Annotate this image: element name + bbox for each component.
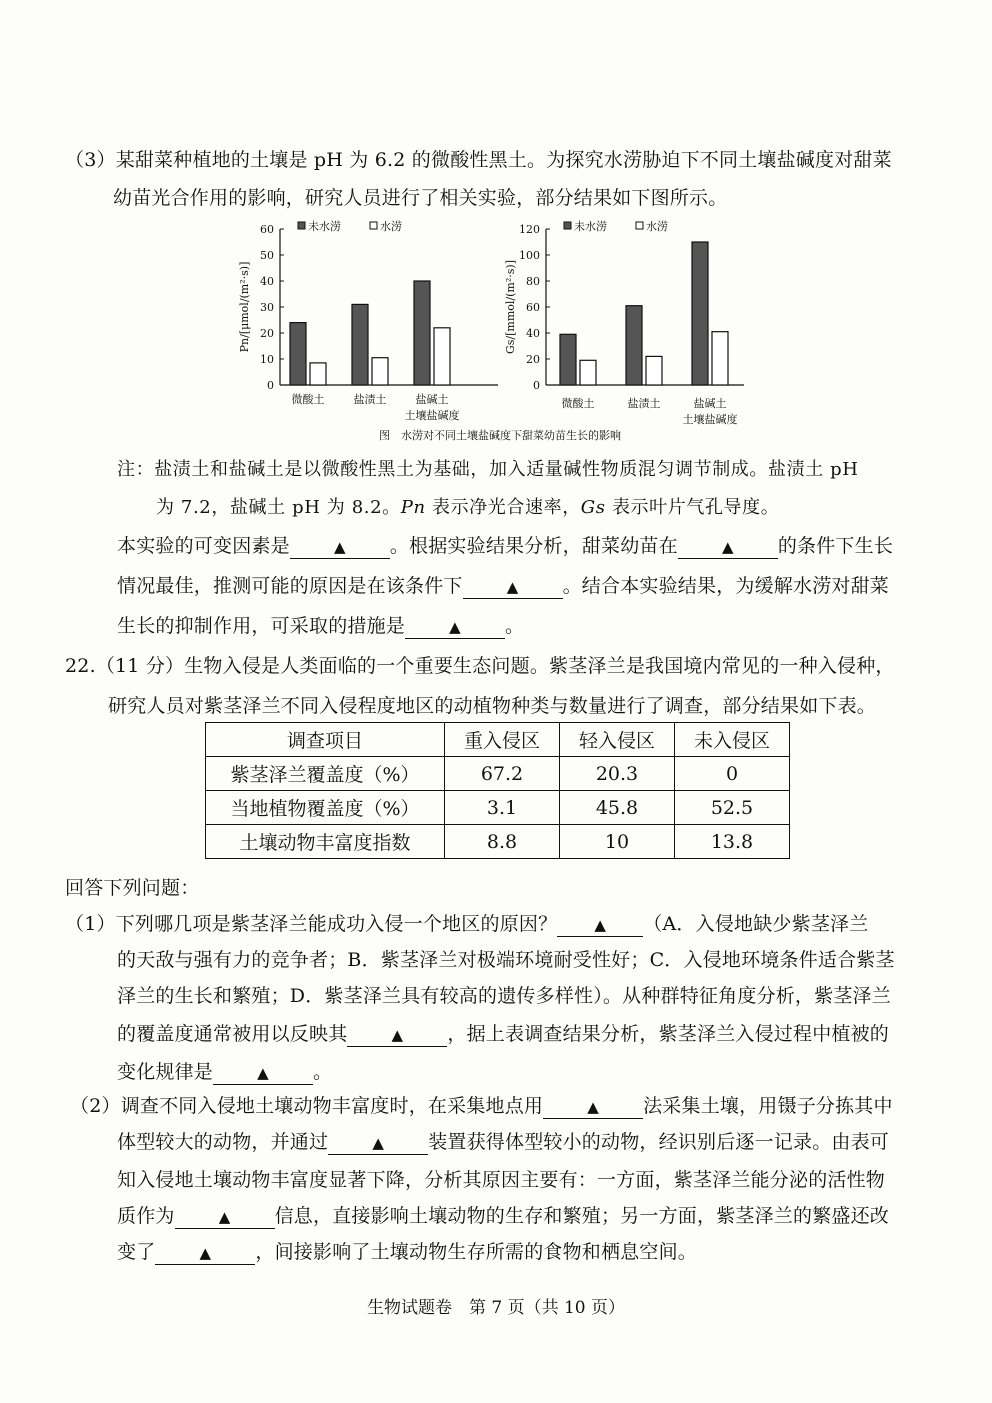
table-header: 未入侵区 — [675, 723, 790, 757]
figure-caption: 图 水涝对不同土壤盐碱度下甜菜幼苗生长的影响 — [379, 429, 621, 442]
x-tick-label: 盐碱土 — [693, 397, 727, 410]
q22-line-1: 22.（11 分）生物入侵是人类面临的一个重要生态问题。紫茎泽兰是我国境内常见的一种入侵种， — [65, 655, 895, 677]
gs-definition: 表示叶片气孔导度。 — [605, 497, 780, 518]
q22-2-line-2 — [117, 1128, 889, 1156]
pn-term: Pn — [400, 497, 426, 518]
question-text: 情况最佳，推测可能的原因是在该条件下 — [117, 575, 463, 597]
answer-blank[interactable]: ▲ — [213, 1062, 313, 1085]
table-header: 轻入侵区 — [560, 723, 675, 757]
table-cell: 13.8 — [675, 825, 790, 859]
table-cell: 10 — [560, 825, 675, 859]
legend-label: 水涝 — [646, 220, 668, 233]
x-axis-label: 土壤盐碱度 — [682, 413, 738, 426]
question-text: 。 — [505, 615, 525, 637]
question-text: 装置获得体型较小的动物，经识别后逐一记录。由表可 — [428, 1131, 890, 1153]
question-text: 变了 — [117, 1241, 156, 1263]
y-tick-label: 20 — [526, 353, 540, 366]
x-tick-label: 盐碱土 — [415, 393, 449, 406]
question-text: 的覆盖度通常被用以反映其 — [117, 1023, 348, 1045]
bar — [626, 306, 642, 385]
answer-blank[interactable]: ▲ — [543, 1096, 643, 1119]
y-tick-label: 0 — [533, 379, 540, 392]
answer-blank[interactable]: ▲ — [175, 1206, 275, 1229]
question-text: ，间接影响了土壤动物生存所需的食物和栖息空间。 — [255, 1241, 698, 1263]
x-tick-label: 盐渍土 — [353, 393, 387, 406]
legend-swatch — [564, 222, 571, 229]
question-text: 信息，直接影响土壤动物的生存和繁殖；另一方面，紫茎泽兰的繁盛还改 — [274, 1205, 890, 1227]
bar — [290, 323, 306, 385]
question-text: 质作为 — [117, 1205, 175, 1227]
x-tick-label: 微酸土 — [291, 393, 325, 406]
question-text: 的条件下生长 — [777, 535, 894, 557]
gs-term: Gs — [580, 497, 606, 518]
bar — [414, 281, 430, 385]
bar — [352, 304, 368, 385]
answer-blank[interactable]: ▲ — [557, 914, 643, 937]
q22-2-line-3: 知入侵地土壤动物丰富度显著下降，分析其原因主要有：一方面，紫茎泽兰能分泌的活性物 — [117, 1169, 886, 1191]
y-tick-label: 40 — [526, 327, 540, 340]
y-axis-label: Pn/[μmol/(m²·s)] — [238, 261, 251, 353]
x-tick-label: 微酸土 — [561, 397, 595, 410]
question-text: （1）下列哪几项是紫茎泽兰能成功入侵一个地区的原因？ — [65, 913, 558, 935]
q22-1-line-4 — [117, 1020, 889, 1048]
charts-svg — [230, 215, 770, 447]
page-footer: 生物试题卷 第 7 页（共 10 页） — [366, 1298, 626, 1318]
table-cell: 67.2 — [445, 757, 560, 791]
table-header: 调查项目 — [206, 723, 445, 757]
question-text: 。 — [313, 1061, 333, 1083]
answer-blank[interactable]: ▲ — [678, 536, 778, 559]
answer-blank[interactable]: ▲ — [405, 616, 505, 639]
x-axis-label: 土壤盐碱度 — [404, 409, 460, 422]
table-cell: 8.8 — [445, 825, 560, 859]
y-tick-label: 80 — [526, 275, 540, 288]
question-text: 法采集土壤，用镊子分拣其中 — [643, 1095, 893, 1117]
question-text: 变化规律是 — [117, 1061, 214, 1083]
table-cell-item: 当地植物覆盖度（%） — [206, 791, 445, 825]
note-line-1: 注：盐渍土和盐碱土是以微酸性黑土为基础，加入适量碱性物质混匀调节制成。盐渍土 pH — [117, 459, 859, 480]
bar — [580, 360, 596, 385]
q3-line-2: 幼苗光合作用的影响，研究人员进行了相关实验，部分结果如下图所示。 — [113, 187, 728, 209]
bar — [560, 334, 576, 385]
answer-intro: 回答下列问题： — [65, 877, 200, 899]
y-tick-label: 40 — [260, 275, 274, 288]
table-cell: 52.5 — [675, 791, 790, 825]
table-cell-item: 紫茎泽兰覆盖度（%） — [206, 757, 445, 791]
question-text: 。结合本实验结果，为缓解水涝对甜菜 — [562, 575, 890, 597]
y-tick-label: 10 — [260, 353, 274, 366]
table-row — [206, 825, 790, 859]
bar — [646, 356, 662, 385]
table-cell: 3.1 — [445, 791, 560, 825]
table-header: 重入侵区 — [445, 723, 560, 757]
pn-definition: 表示净光合速率， — [425, 497, 581, 518]
survey-table — [205, 722, 790, 859]
q3-line-1: （3）某甜菜种植地的土壤是 pH 为 6.2 的微酸性黑土。为探究水涝胁迫下不同土壤盐碱度对甜菜 — [65, 149, 892, 171]
answer-blank[interactable]: ▲ — [463, 576, 563, 599]
legend-swatch — [636, 222, 643, 229]
answer-blank[interactable]: ▲ — [347, 1024, 447, 1047]
q22-2-line-1 — [70, 1092, 893, 1120]
bar — [434, 328, 450, 385]
answer-blank[interactable]: ▲ — [290, 536, 390, 559]
q22-line-2: 研究人员对紫茎泽兰不同入侵程度地区的动植物种类与数量进行了调查，部分结果如下表。 — [108, 695, 877, 717]
q22-2-line-5 — [117, 1238, 697, 1266]
table-cell: 20.3 — [560, 757, 675, 791]
legend-label: 水涝 — [380, 220, 402, 233]
question-text: 体型较大的动物，并通过 — [117, 1131, 329, 1153]
table-cell-item: 土壤动物丰富度指数 — [206, 825, 445, 859]
y-tick-label: 60 — [260, 223, 274, 236]
bar — [712, 332, 728, 385]
table-cell: 45.8 — [560, 791, 675, 825]
x-tick-label: 盐渍土 — [627, 397, 661, 410]
legend-swatch — [298, 222, 305, 229]
figure-bar-charts — [230, 215, 770, 447]
q3-question-line-1 — [117, 532, 893, 560]
question-text: 本实验的可变因素是 — [117, 535, 290, 557]
question-text: 。根据实验结果分析，甜菜幼苗在 — [389, 535, 678, 557]
question-text: （A．入侵地缺少紫茎泽兰 — [643, 913, 869, 935]
y-tick-label: 100 — [519, 249, 540, 262]
y-tick-label: 120 — [519, 223, 540, 236]
y-axis-label: Gs/[mmol/(m²·s)] — [504, 260, 517, 354]
y-tick-label: 30 — [260, 301, 274, 314]
table-row — [206, 791, 790, 825]
q22-1-line-2: 的天敌与强有力的竞争者；B．紫茎泽兰对极端环境耐受性好；C．入侵地环境条件适合紫茎 — [117, 949, 895, 971]
y-tick-label: 50 — [260, 249, 274, 262]
question-text: 生长的抑制作用，可采取的措施是 — [117, 615, 406, 637]
q3-question-line-3 — [117, 612, 524, 640]
legend-label: 未水涝 — [308, 220, 341, 233]
answer-blank[interactable]: ▲ — [328, 1132, 428, 1155]
bar — [310, 363, 326, 385]
answer-blank[interactable]: ▲ — [155, 1242, 255, 1265]
q22-2-line-4 — [117, 1202, 889, 1230]
q3-question-line-2 — [117, 572, 889, 600]
table-row — [206, 757, 790, 791]
table-header-row — [206, 723, 790, 757]
legend-label: 未水涝 — [574, 220, 607, 233]
note-line-2 — [156, 494, 779, 522]
q22-1-line-3: 泽兰的生长和繁殖；D．紫茎泽兰具有较高的遗传多样性）。从种群特征角度分析，紫茎泽兰 — [117, 985, 891, 1007]
y-tick-label: 0 — [267, 379, 274, 392]
bar — [692, 242, 708, 385]
y-tick-label: 60 — [526, 301, 540, 314]
bar — [372, 358, 388, 385]
q22-1-line-5 — [117, 1058, 332, 1086]
note-ph-text: 为 7.2，盐碱土 pH 为 8.2。 — [156, 497, 401, 518]
y-tick-label: 20 — [260, 327, 274, 340]
legend-swatch — [370, 222, 377, 229]
question-text: （2）调查不同入侵地土壤动物丰富度时，在采集地点用 — [70, 1095, 544, 1117]
q22-1-line-1 — [65, 910, 868, 938]
table-cell: 0 — [675, 757, 790, 791]
question-text: ，据上表调查结果分析，紫茎泽兰入侵过程中植被的 — [447, 1023, 890, 1045]
